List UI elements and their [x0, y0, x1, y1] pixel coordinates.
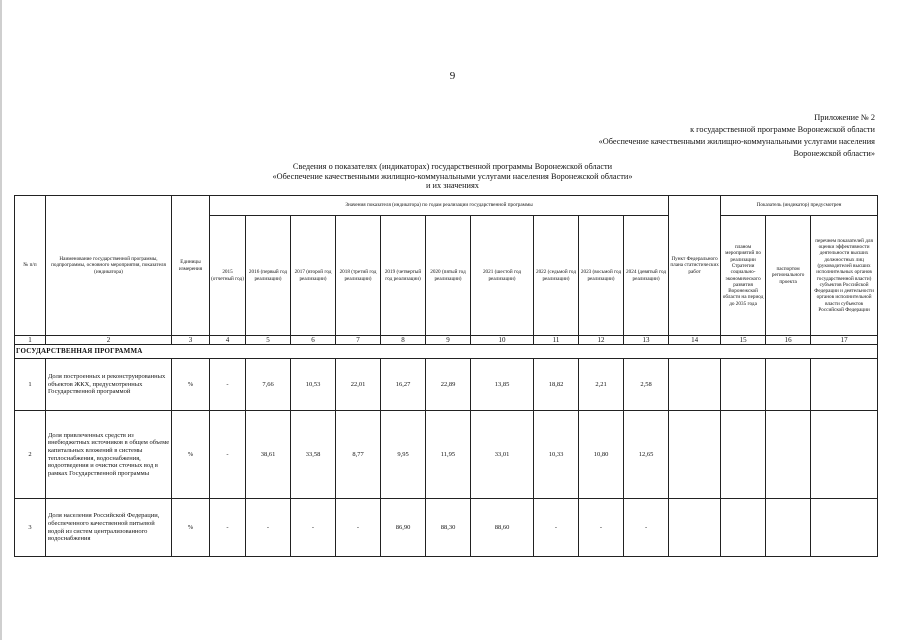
header-fed-plan: Пункт Федерального плана статистических работ [669, 196, 721, 336]
row-value: - [534, 499, 579, 557]
column-number: 5 [246, 336, 291, 345]
row-value: - [210, 411, 246, 499]
column-number: 8 [381, 336, 426, 345]
header-year: 2022 (седьмой год реализации) [534, 216, 579, 336]
row-value: - [579, 499, 624, 557]
column-number: 3 [172, 336, 210, 345]
row-value: 2,58 [624, 359, 669, 411]
header-year: 2024 (девятый год реализации) [624, 216, 669, 336]
row-empty-cell [766, 499, 811, 557]
row-value: - [336, 499, 381, 557]
section-row [15, 345, 878, 359]
column-number: 10 [471, 336, 534, 345]
row-empty-cell [669, 411, 721, 499]
row-name: Доля построенных и реконструированных объектов ЖКХ, предусмотренных Государственной программой [46, 359, 172, 411]
column-number: 2 [46, 336, 172, 345]
row-num: 2 [15, 411, 46, 499]
row-value: 18,82 [534, 359, 579, 411]
column-number: 15 [721, 336, 766, 345]
header-year: 2015 (отчетный год) [210, 216, 246, 336]
row-value: 10,53 [291, 359, 336, 411]
header-year: 2021 (шестой год реализации) [471, 216, 534, 336]
row-value: - [624, 499, 669, 557]
column-number: 9 [426, 336, 471, 345]
section-title: ГОСУДАРСТВЕННАЯ ПРОГРАММА [15, 345, 878, 359]
row-value: 88,60 [471, 499, 534, 557]
column-number: 1 [15, 336, 46, 345]
row-value: - [246, 499, 291, 557]
row-empty-cell [721, 411, 766, 499]
column-number: 12 [579, 336, 624, 345]
document-title [0, 162, 905, 191]
row-value: 86,90 [381, 499, 426, 557]
header-values-group: Значения показателя (индикатора) по годам реализации государственной программы [210, 196, 669, 216]
header-row [15, 196, 878, 216]
header-provides-group: Показатель (индикатор) предусмотрен [721, 196, 878, 216]
page-number: 9 [449, 70, 456, 82]
column-number: 13 [624, 336, 669, 345]
row-empty-cell [766, 411, 811, 499]
row-value: 33,01 [471, 411, 534, 499]
row-value: 10,33 [534, 411, 579, 499]
row-value: 88,30 [426, 499, 471, 557]
row-empty-cell [721, 359, 766, 411]
column-number: 11 [534, 336, 579, 345]
column-number: 14 [669, 336, 721, 345]
row-value: 33,58 [291, 411, 336, 499]
header-year: 2017 (второй год реализации) [291, 216, 336, 336]
column-number: 16 [766, 336, 811, 345]
appendix-line: «Обеспечение качественными жилищно-коммунальными услугами населения [598, 137, 875, 146]
header-num: № п/п [15, 196, 46, 336]
header-list: перечнем показателей для оценки эффективности деятельности высших должностных лиц (руководителей высших исполнительных органов государственной власти) субъектов Российской Федерации и деятельности органов исполнительной власти субъектов Российской Федерации [811, 216, 878, 336]
title-line: Сведения о показателях (индикаторах) государственной программы Воронежской области [292, 162, 613, 171]
row-num: 1 [15, 359, 46, 411]
row-value: - [210, 359, 246, 411]
column-number: 4 [210, 336, 246, 345]
row-value: 8,77 [336, 411, 381, 499]
row-value: 9,95 [381, 411, 426, 499]
header-year: 2016 (первый год реализации) [246, 216, 291, 336]
row-empty-cell [669, 359, 721, 411]
row-empty-cell [811, 359, 878, 411]
header-year: 2019 (четвертый год реализации) [381, 216, 426, 336]
row-value: - [291, 499, 336, 557]
row-value: 22,89 [426, 359, 471, 411]
title-line: «Обеспечение качественными жилищно-коммунальными услугами населения Воронежской области» [272, 171, 633, 181]
row-unit: % [172, 359, 210, 411]
header-unit: Единицы измерения [172, 196, 210, 336]
appendix-line: Воронежской области» [793, 149, 875, 158]
row-num: 3 [15, 499, 46, 557]
row-value: 12,65 [624, 411, 669, 499]
header-passport: паспортом регионального проекта [766, 216, 811, 336]
row-value: 16,27 [381, 359, 426, 411]
row-value: - [210, 499, 246, 557]
header-strategy: планом мероприятий по реализации Стратегии социально-экономического развития Воронежской области на период до 2035 года [721, 216, 766, 336]
row-empty-cell [811, 499, 878, 557]
row-value: 13,85 [471, 359, 534, 411]
table-row [15, 499, 878, 557]
appendix-line: Приложение № 2 [814, 113, 875, 122]
appendix-block [599, 112, 875, 160]
row-value: 11,95 [426, 411, 471, 499]
appendix-line: к государственной программе Воронежской области [690, 125, 875, 134]
title-line: и их значениях [426, 181, 479, 190]
table-row [15, 411, 878, 499]
row-name: Доля населения Российской Федерации, обеспеченного качественной питьевой водой из систем централизованного водоснабжения [46, 499, 172, 557]
column-number-row [15, 336, 878, 345]
row-value: 22,01 [336, 359, 381, 411]
header-year: 2020 (пятый год реализации) [426, 216, 471, 336]
indicators-table [14, 195, 878, 557]
row-value: 2,21 [579, 359, 624, 411]
column-number: 6 [291, 336, 336, 345]
row-empty-cell [669, 499, 721, 557]
row-empty-cell [766, 359, 811, 411]
row-unit: % [172, 499, 210, 557]
row-empty-cell [721, 499, 766, 557]
scan-edge [0, 0, 2, 640]
column-number: 17 [811, 336, 878, 345]
header-name: Наименование государственной программы, подпрограммы, основного мероприятия, показателя (индикатора) [46, 196, 172, 336]
column-number: 7 [336, 336, 381, 345]
row-value: 38,61 [246, 411, 291, 499]
row-unit: % [172, 411, 210, 499]
table-row [15, 359, 878, 411]
row-value: 10,80 [579, 411, 624, 499]
row-empty-cell [811, 411, 878, 499]
header-year: 2023 (восьмой год реализации) [579, 216, 624, 336]
header-year: 2018 (третий год реализации) [336, 216, 381, 336]
row-value: 7,66 [246, 359, 291, 411]
row-name: Доля привлеченных средств из внебюджетных источников в общем объеме капитальных вложений в системы теплоснабжения, водоснабжения, водоотведения и очистки сточных вод в рамках Государственной программы [46, 411, 172, 499]
